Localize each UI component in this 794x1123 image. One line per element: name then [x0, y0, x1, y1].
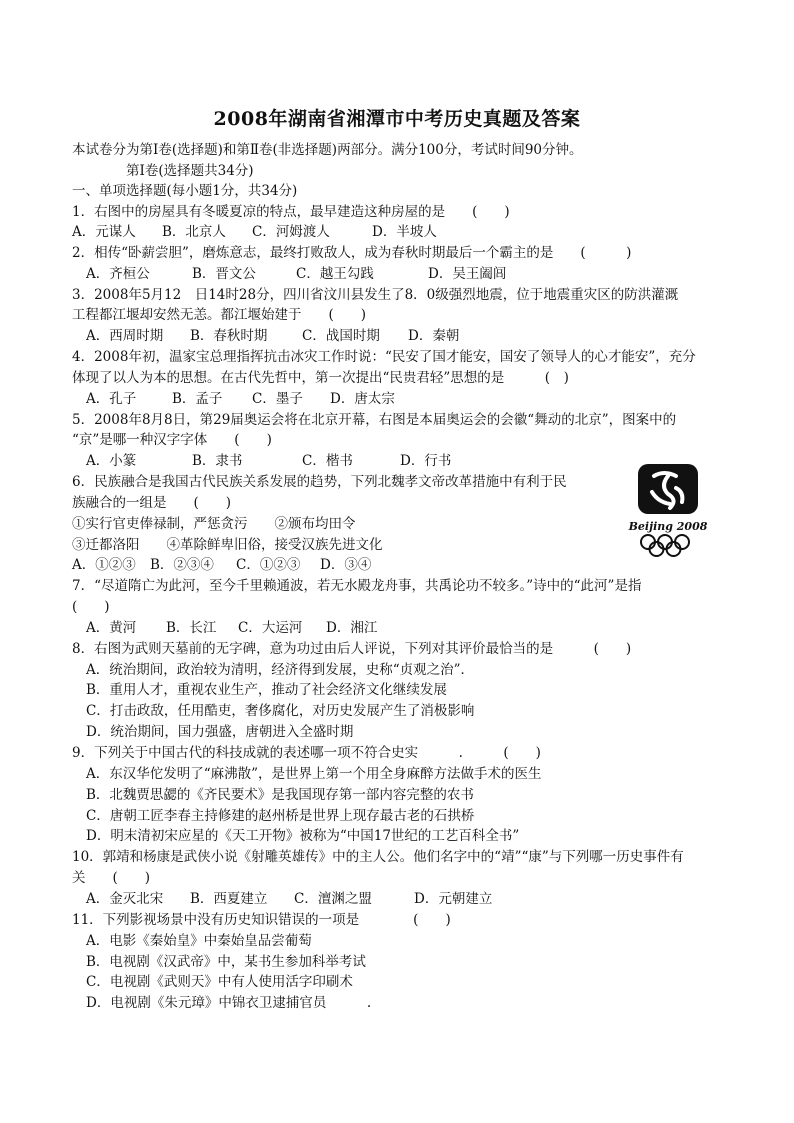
question-3-option-b: B．春秋时期: [190, 328, 268, 344]
question-2-option-d: D．吴王阖闾: [428, 266, 507, 282]
question-6-option-a: A．①②③: [72, 557, 136, 573]
question-7-option-c: C．大运河: [238, 620, 303, 636]
question-11-option-c: C．电视剧《武则天》中有人使用活字印刷术: [86, 974, 353, 990]
question-3-stem-line-1: 3．2008年5月12 日14时28分，四川省汶川县发生了8．0级强烈地震，位于地震重灾区的防洪灌溉: [72, 287, 679, 303]
question-1-option-a: A．元谋人: [72, 224, 136, 240]
question-2-option-b: B．晋文公: [192, 266, 256, 282]
question-5-option-d: D．行书: [400, 453, 452, 469]
question-1-stem: 1．右图中的房屋具有冬暖夏凉的特点，最早建造这种房屋的是 ( ): [72, 204, 510, 220]
question-8-option-a: A．统治期间，政治较为清明，经济得到发展，史称“贞观之治”．: [86, 662, 475, 678]
question-5-option-b: B．隶书: [192, 453, 243, 469]
question-4-option-b: B．孟子: [172, 391, 223, 407]
question-8-option-c: C．打击政敌，任用酷吏，奢侈腐化，对历史发展产生了消极影响: [86, 703, 475, 719]
question-4-stem-line-2: 体现了以人为本的思想。在古代先哲中，第一次提出“民贵君轻”思想的是 ( ): [72, 370, 569, 386]
question-9-option-c: C．唐朝工匠李春主持修建的赵州桥是世界上现存最古老的石拱桥: [86, 808, 475, 824]
question-4-option-c: C．墨子: [252, 391, 303, 407]
question-1-option-c: C．河姆渡人: [252, 224, 330, 240]
question-6-stem-line-3: ①实行官吏俸禄制，严惩贪污 ②颁布均田令: [72, 516, 356, 532]
question-4-option-d: D．唐太宗: [330, 391, 395, 407]
question-7-stem-line-2: ( ): [72, 599, 110, 615]
question-8-option-d: D．统治期间，国力强盛，唐朝进入全盛时期: [86, 724, 354, 740]
question-4-stem-line-1: 4．2008年初，温家宝总理指挥抗击冰灾工作时说：“民安了国才能安，国安了领导人的心才能安”，充分: [72, 349, 696, 365]
question-11-option-d: D．电视剧《朱元璋》中锦衣卫逮捕官员 .: [86, 995, 372, 1011]
question-11-option-a: A．电影《秦始皇》中秦始皇品尝葡萄: [86, 933, 312, 949]
question-6-stem-line-1: 6．民族融合是我国古代民族关系发展的趋势，下列北魏孝文帝改革措施中有利于民: [72, 474, 567, 490]
question-4-option-a: A．孔子: [86, 391, 137, 407]
olympic-rings-icon: [641, 535, 689, 556]
question-6-stem-line-2: 族融合的一组是 ( ): [72, 495, 232, 511]
question-10-option-a: A．金灭北宋: [86, 891, 164, 907]
document-title: 2008年湖南省湘潭市中考历史真题及答案: [213, 108, 581, 130]
question-10-option-c: C．澶渊之盟: [294, 891, 372, 907]
question-3-stem-line-2: 工程都江堰却安然无恙。都江堰始建于 ( ): [72, 307, 367, 323]
question-6-option-c: C．①②③: [236, 557, 301, 573]
question-7-stem-line-1: 7．“尽道隋亡为此河，至今千里赖通波，若无水殿龙舟事，共禹论功不较多。”诗中的“此河”是指: [72, 578, 642, 594]
question-10-stem-line-2: 关 ( ): [72, 870, 151, 886]
question-2-stem: 2．相传“卧薪尝胆”，磨炼意志，最终打败敌人，成为春秋时期最后一个霸主的是 ( ): [72, 245, 632, 261]
question-5-option-a: A．小篆: [86, 453, 137, 469]
question-9-stem: 9．下列关于中国古代的科技成就的表述哪一项不符合史实 . ( ): [72, 745, 541, 761]
question-2-option-a: A．齐桓公: [86, 266, 150, 282]
question-10-stem-line-1: 10．郭靖和杨康是武侠小说《射雕英雄传》中的主人公。他们名字中的“靖”“康”与下列哪一历史事件有: [72, 849, 684, 865]
emblem-text: Beijing 2008: [628, 520, 708, 533]
question-6-option-b: B．②③④: [150, 557, 214, 573]
beijing-olympic-emblem: [618, 462, 718, 558]
question-5-stem-line-1: 5．2008年8月8日，第29届奥运会将在北京开幕，右图是本届奥运会的会徽“舞动的北京”，图案中的: [72, 412, 677, 428]
question-8-option-b: B．重用人才，重视农业生产，推动了社会经济文化继续发展: [86, 682, 447, 698]
question-5-option-c: C．楷书: [302, 453, 353, 469]
question-1-option-b: B．北京人: [162, 224, 226, 240]
question-9-option-b: B．北魏贾思勰的《齐民要术》是我国现存第一部内容完整的农书: [86, 787, 474, 803]
question-7-option-a: A．黄河: [86, 620, 137, 636]
question-7-option-d: D．湘江: [326, 620, 378, 636]
question-8-stem: 8．右图为武则天墓前的无字碑，意为功过由后人评说，下列对其评价最恰当的是 ( ): [72, 641, 632, 657]
question-9-option-a: A．东汉华佗发明了“麻沸散”，是世界上第一个用全身麻醉方法做手术的医生: [86, 766, 542, 782]
question-7-option-b: B．长江: [166, 620, 217, 636]
question-6-option-d: D．③④: [320, 557, 372, 573]
question-5-stem-line-2: “京”是哪一种汉字字体 ( ): [72, 432, 272, 448]
section-title: 第Ⅰ卷(选择题共34分): [126, 163, 254, 179]
question-3-option-a: A．西周时期: [86, 328, 164, 344]
question-10-option-b: B．西夏建立: [190, 891, 268, 907]
question-3-option-d: D．秦朝: [408, 328, 460, 344]
question-1-option-d: D．半坡人: [372, 224, 437, 240]
exam-intro: 本试卷分为第Ⅰ卷(选择题)和第Ⅱ卷(非选择题)两部分。满分100分，考试时间90分钟。: [72, 142, 583, 158]
question-9-option-d: D．明末清初宋应星的《天工开物》被称为“中国17世纪的工艺百科全书”: [86, 828, 520, 844]
part-title: 一、单项选择题(每小题1分，共34分): [72, 183, 298, 199]
question-10-option-d: D．元朝建立: [414, 891, 493, 907]
question-3-option-c: C．战国时期: [302, 328, 380, 344]
question-6-stem-line-4: ③迁都洛阳 ④革除鲜卑旧俗，接受汉族先进文化: [72, 537, 383, 553]
question-11-option-b: B．电视剧《汉武帝》中，某书生参加科举考试: [86, 954, 366, 970]
question-11-stem: 11．下列影视场景中没有历史知识错误的一项是 ( ): [72, 912, 451, 928]
question-2-option-c: C．越王勾践: [296, 266, 374, 282]
